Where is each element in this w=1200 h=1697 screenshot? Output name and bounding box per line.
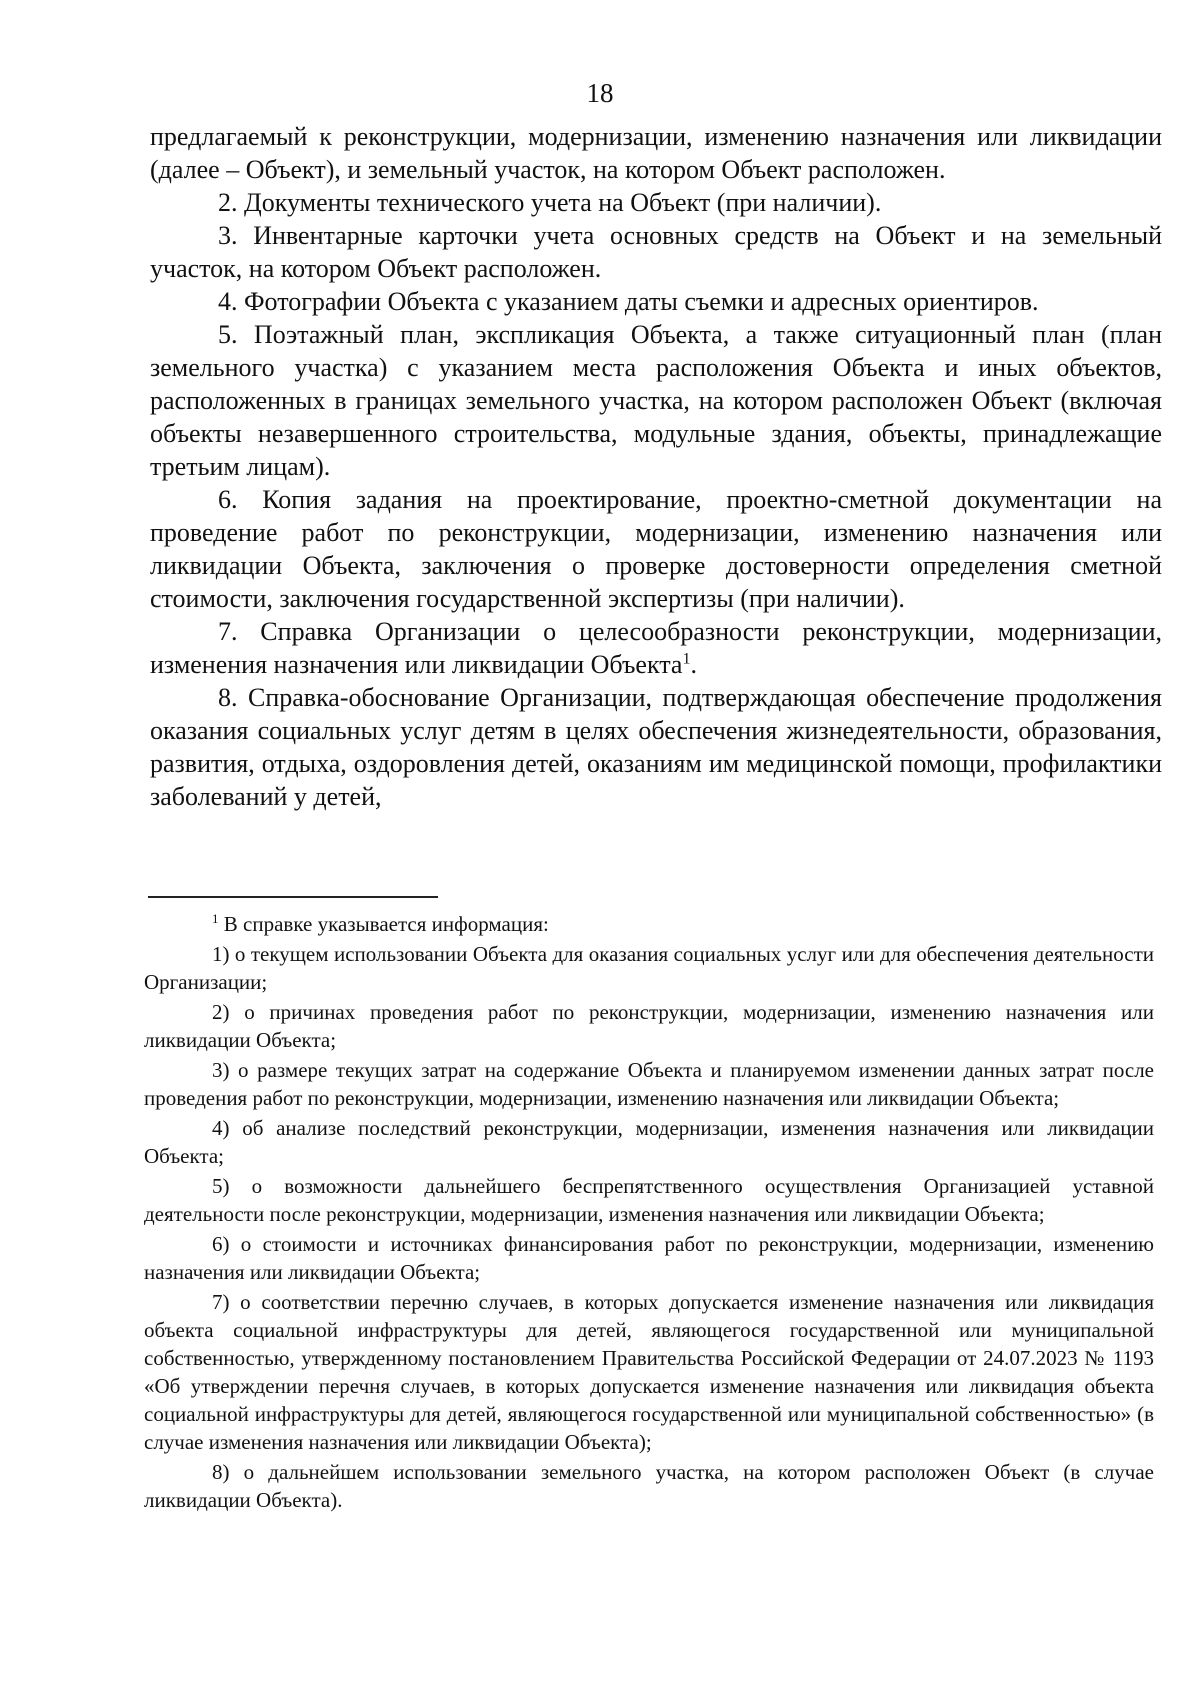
footnote-divider (148, 896, 438, 898)
page-number: 18 (586, 78, 614, 108)
paragraph-item-4: 4. Фотографии Объекта с указанием даты съемки и адресных ориентиров. (218, 287, 1039, 316)
footnote-item-2: 2) о причинах проведения работ по реконструкции, модернизации, изменению назначения или ликвидации Объекта; (144, 1000, 1154, 1052)
footnote-item-5: 5) о возможности дальнейшего беспрепятственного осуществления Организацией уставной деятельности после реконструкции, модернизации, изменения назначения или ликвидации Объекта; (144, 1174, 1154, 1226)
paragraph-item-2: 2. Документы технического учета на Объект (при наличии). (218, 188, 882, 217)
footnotes (144, 910, 1154, 1514)
paragraph-continuation: предлагаемый к реконструкции, модернизации, изменению назначения или ликвидации (далее – Объект), и земельный участок, на котором Объект расположен. (150, 122, 1162, 184)
footnote-marker: 1 (212, 911, 219, 926)
paragraph-item-5: 5. Поэтажный план, экспликация Объекта, а также ситуационный план (план земельного участка) с указанием места расположения Объекта и иных объектов, расположенных в границах земельного участка, на котором расположен Объект (включая объекты незавершенного строительства, модульные здания, объекты, принадлежащие третьим лицам). (150, 320, 1162, 481)
paragraph-item-7-text: 7. Справка Организации о целесообразности реконструкции, модернизации, изменения назначения или ликвидации Объекта (150, 617, 1162, 679)
footnote-item-8: 8) о дальнейшем использовании земельного участка, на котором расположен Объект (в случае ликвидации Объекта). (144, 1460, 1154, 1512)
footnote-item-3: 3) о размере текущих затрат на содержание Объекта и планируемом изменении данных затрат после проведения работ по реконструкции, модернизации, изменению назначения или ликвидации Объекта; (144, 1058, 1154, 1110)
footnote-intro (144, 910, 1154, 938)
footnote-item-1: 1) о текущем использовании Объекта для оказания социальных услуг или для обеспечения деятельности Организации; (144, 942, 1154, 994)
paragraph-item-8: 8. Справка-обоснование Организации, подтверждающая обеспечение продолжения оказания социальных услуг детям в целях обеспечения жизнедеятельности, образования, развития, отдыха, оздоровления детей, оказаниям им медицинской помощи, профилактики заболеваний у детей, (150, 683, 1162, 811)
main-text (150, 120, 1162, 813)
paragraph-item-7 (150, 615, 1162, 681)
footnote-item-7: 7) о соответствии перечню случаев, в которых допускается изменение назначения или ликвидация объекта социальной инфраструктуры для детей, являющегося государственной или муниципальной собственностью, утвержденному постановлением Правительства Российской Федерации от 24.07.2023 № 1193 «Об утверждении перечня случаев, в которых допускается изменение назначения или ликвидация объекта социальной инфраструктуры для детей, являющегося государственной или муниципальной собственностью» (в случае изменения назначения или ликвидации Объекта); (144, 1290, 1154, 1454)
footnote-item-6: 6) о стоимости и источниках финансирования работ по реконструкции, модернизации, изменению назначения или ликвидации Объекта; (144, 1232, 1154, 1284)
footnote-reference: 1 (682, 650, 691, 668)
footnote-intro-text: В справке указывается информация: (223, 912, 549, 936)
paragraph-item-7-end: . (690, 650, 698, 679)
paragraph-item-3: 3. Инвентарные карточки учета основных средств на Объект и на земельный участок, на котором Объект расположен. (150, 221, 1162, 283)
footnote-item-4: 4) об анализе последствий реконструкции, модернизации, изменения назначения или ликвидации Объекта; (144, 1116, 1154, 1168)
paragraph-item-6: 6. Копия задания на проектирование, проектно-сметной документации на проведение работ по реконструкции, модернизации, изменению назначения или ликвидации Объекта, заключения о проверке достоверности определения сметной стоимости, заключения государственной экспертизы (при наличии). (150, 485, 1162, 613)
